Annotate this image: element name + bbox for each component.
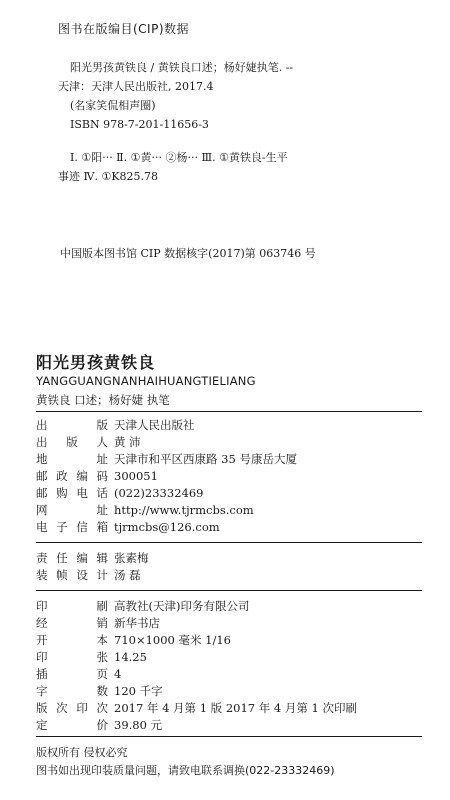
printing-row-value: 高教社(天津)印务有限公司 — [114, 598, 250, 613]
publisher-row-label: 地 址 — [36, 451, 108, 466]
editor-row-label: 责 任 编 辑 — [36, 550, 108, 565]
publisher-row — [36, 433, 297, 450]
publisher-row-value: 黄 沛 — [114, 434, 141, 449]
cip-line: 天津：天津人民出版社, 2017.4 — [58, 80, 214, 93]
editor-row — [36, 549, 149, 566]
printing-row-value: 39.80 元 — [114, 717, 163, 732]
printing-row — [36, 716, 357, 733]
divider — [36, 736, 422, 737]
publisher-row-label: 邮 政 编 码 — [36, 468, 108, 483]
publisher-row-label: 邮 购 电 话 — [36, 485, 108, 500]
printing-row-label: 经 销 — [36, 615, 108, 630]
publisher-row — [36, 484, 297, 501]
printing-row — [36, 665, 357, 682]
quality-notice: 图书如出现印装质量问题，请致电联系调换(022-23332469) — [36, 764, 335, 777]
editor-row-label: 装 帧 设 计 — [36, 567, 108, 582]
editor-info — [36, 549, 149, 583]
publisher-row — [36, 518, 297, 535]
printing-row — [36, 631, 357, 648]
cip-number: 中国版本图书馆 CIP 数据核字(2017)第 063746 号 — [60, 247, 316, 260]
editor-row-value: 汤 磊 — [114, 567, 141, 582]
rights-notice — [36, 744, 335, 780]
printing-row-value: 120 千字 — [114, 683, 163, 698]
publisher-row-value: tjrmcbs@126.com — [114, 519, 220, 534]
publisher-row-value: 天津人民出版社 — [114, 417, 195, 432]
book-authors: 黄铁良 口述；杨好婕 执笔 — [36, 393, 170, 407]
publisher-row-value: http://www.tjrmcbs.com — [114, 502, 254, 517]
divider — [36, 590, 422, 591]
publisher-row — [36, 501, 297, 518]
printing-row-value: 4 — [114, 666, 122, 681]
printing-info — [36, 597, 357, 733]
cip-heading: 图书在版编目(CIP)数据 — [58, 22, 190, 36]
printing-row — [36, 614, 357, 631]
book-title: 阳光男孩黄铁良 — [36, 353, 156, 372]
publisher-row-label: 出 版 人 — [36, 434, 108, 449]
printing-row — [36, 597, 357, 614]
divider — [36, 542, 422, 543]
publisher-row-label: 出 版 — [36, 417, 108, 432]
divider — [36, 411, 422, 412]
printing-row-label: 插 页 — [36, 666, 108, 681]
printing-row — [36, 682, 357, 699]
cip-line: ISBN 978-7-201-11656-3 — [70, 118, 209, 131]
rights-reserved: 版权所有 侵权必究 — [36, 746, 128, 759]
publisher-row-value: (022)23332469 — [114, 485, 204, 500]
printing-row-value: 14.25 — [114, 649, 147, 664]
publisher-row — [36, 416, 297, 433]
printing-row-label: 印 张 — [36, 649, 108, 664]
publisher-row — [36, 450, 297, 467]
cip-line: (名家笑侃相声圈) — [70, 99, 156, 112]
printing-row-label: 定 价 — [36, 717, 108, 732]
cip-record — [58, 58, 398, 186]
printing-row-label: 版 次 印 次 — [36, 700, 108, 715]
printing-row-label: 开 本 — [36, 632, 108, 647]
cip-class-line: Ⅰ. ①阳··· Ⅱ. ①黄··· ②杨··· Ⅲ. ①黄铁良-生平 — [70, 151, 288, 164]
printing-row — [36, 699, 357, 716]
printing-row-value: 2017 年 4 月第 1 版 2017 年 4 月第 1 次印刷 — [114, 700, 358, 715]
publisher-row-value: 300051 — [114, 468, 158, 483]
publisher-row — [36, 467, 297, 484]
cip-line: 阳光男孩黄铁良 / 黄铁良口述；杨好婕执笔. -- — [70, 61, 294, 74]
book-title-pinyin: YANGGUANGNANHAIHUANGTIELIANG — [36, 374, 256, 388]
publisher-info — [36, 416, 297, 535]
printing-row — [36, 648, 357, 665]
editor-row-value: 张素梅 — [114, 550, 149, 565]
printing-row-value: 新华书店 — [114, 615, 160, 630]
cip-class-line: 事迹 Ⅳ. ①K825.78 — [58, 170, 159, 183]
editor-row — [36, 566, 149, 583]
printing-row-label: 字 数 — [36, 683, 108, 698]
printing-row-label: 印 刷 — [36, 598, 108, 613]
publisher-row-label: 网 址 — [36, 502, 108, 517]
publisher-row-label: 电 子 信 箱 — [36, 519, 108, 534]
publisher-row-value: 天津市和平区西康路 35 号康岳大厦 — [114, 451, 297, 466]
printing-row-value: 710×1000 毫米 1/16 — [114, 632, 231, 647]
